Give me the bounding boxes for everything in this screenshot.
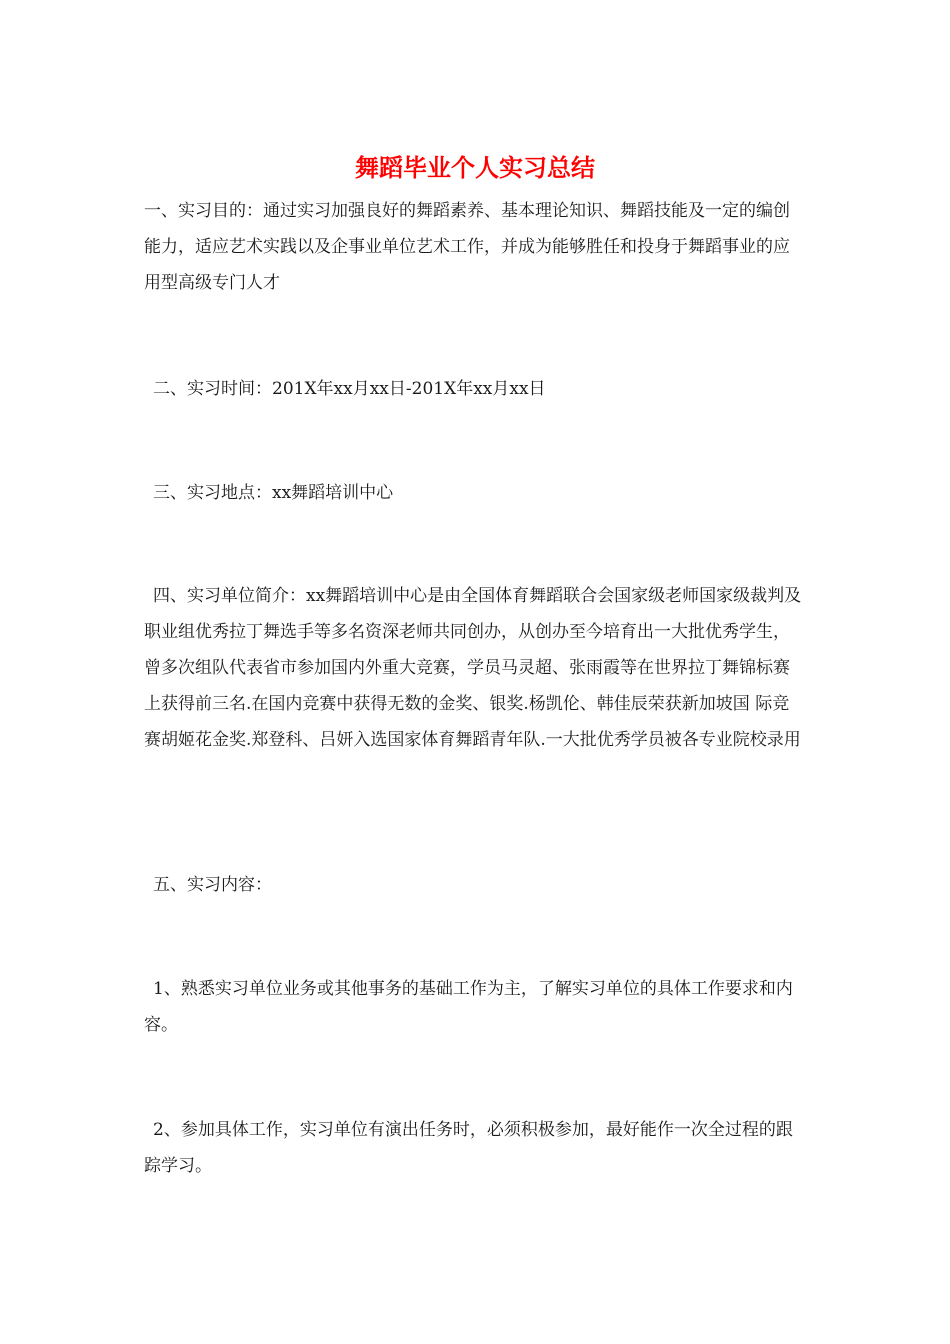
paragraph-content-item-2: 2、参加具体工作，实习单位有演出任务时，必须积极参加，最好能作一次全过程的跟踪学习。 bbox=[144, 1120, 793, 1176]
paragraph-purpose: 一、实习目的：通过实习加强良好的舞蹈素养、基本理论知识、舞蹈技能及一定的编创能力，适应艺术实践以及企事业单位艺术工作，并成为能够胜任和投身于舞蹈事业的应用型高级专门人才 bbox=[144, 201, 790, 293]
paragraph-location: 三、实习地点：xx舞蹈培训中心 bbox=[153, 483, 394, 503]
document-title: 舞蹈毕业个人实习总结 bbox=[355, 153, 595, 182]
paragraph-content-item-1: 1、熟悉实习单位业务或其他事务的基础工作为主，了解实习单位的具体工作要求和内容。 bbox=[144, 979, 793, 1035]
paragraph-unit-intro: 四、实习单位简介：xx舞蹈培训中心是由全国体育舞蹈联合会国家级老师国家级裁判及职业组优秀拉丁舞选手等多名资深老师共同创办，从创办至今培育出一大批优秀学生，曾多次组队代表省市参加国内外重大竞赛，学员马灵超、张雨霞等在世界拉丁舞锦标赛上获得前三名.在国内竞赛中获得无数的金奖、银奖.杨凯伦、韩佳辰荣获新加坡国 际竞赛胡姬花金奖.郑登科、吕妍入选国家体育舞蹈青年队.一大批优秀学员被各专业院校录用 bbox=[144, 586, 802, 750]
paragraph-time: 二、实习时间：201X年xx月xx日-201X年xx月xx日 bbox=[153, 379, 546, 399]
paragraph-content-heading: 五、实习内容： bbox=[153, 875, 272, 895]
